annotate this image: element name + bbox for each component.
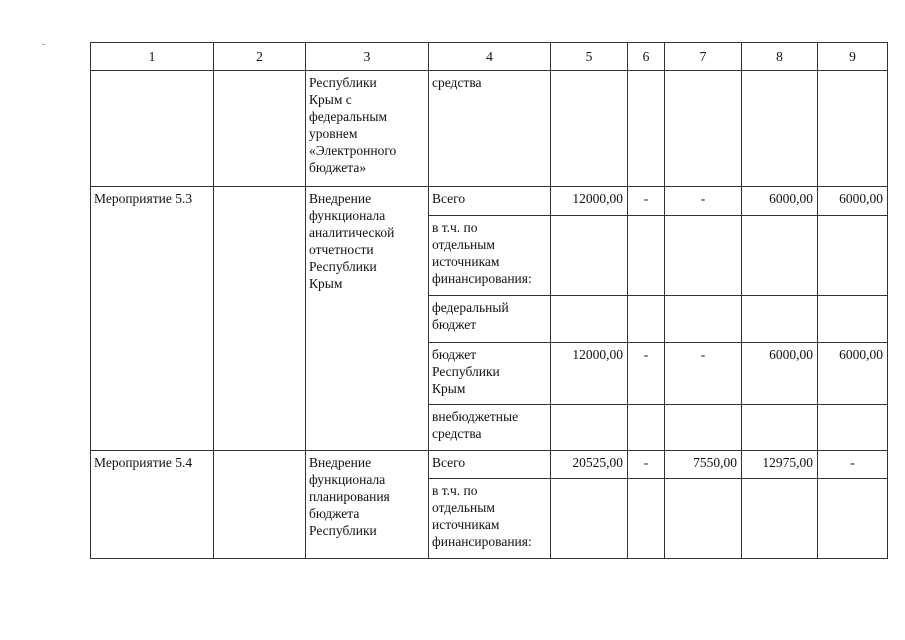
funding-source-cell: бюджет Республики Крым [429,343,551,405]
value-cell [665,479,742,559]
funding-source-cell: Всего [429,451,551,479]
empty-cell [214,451,306,559]
value-cell: 20525,00 [551,451,628,479]
empty-cell [551,71,628,187]
value-cell: - [665,187,742,216]
value-cell [551,479,628,559]
empty-cell [214,71,306,187]
funding-source-cell: средства [429,71,551,187]
empty-cell [628,71,665,187]
measure-label-cell: Мероприятие 5.3 [91,187,214,451]
value-cell: - [628,451,665,479]
value-cell [818,405,888,451]
empty-cell [91,71,214,187]
empty-cell [665,71,742,187]
value-cell [818,479,888,559]
value-cell [742,216,818,296]
value-cell: - [818,451,888,479]
value-cell: - [628,343,665,405]
value-cell [742,405,818,451]
value-cell: - [665,343,742,405]
value-cell [628,296,665,343]
funding-source-cell: в т.ч. по отдельным источникам финансирования: [429,216,551,296]
value-cell: 7550,00 [665,451,742,479]
funding-source-cell: Всего [429,187,551,216]
measure-name-cell: Внедрение функционала аналитической отчетности Республики Крым [306,187,429,451]
table-row [91,187,888,216]
measure-name-cell: Республики Крым с федеральным уровнем «Электронного бюджета» [306,71,429,187]
empty-cell [214,187,306,451]
financing-table [90,42,888,559]
funding-source-cell: федеральный бюджет [429,296,551,343]
continuation-row [91,71,888,187]
header-cell: 1 [91,43,214,71]
value-cell [551,405,628,451]
empty-cell [818,71,888,187]
funding-source-cell: в т.ч. по отдельным источникам финансирования: [429,479,551,559]
value-cell [628,216,665,296]
measure-label-cell: Мероприятие 5.4 [91,451,214,559]
value-cell: 6000,00 [818,187,888,216]
value-cell [818,296,888,343]
value-cell: 6000,00 [818,343,888,405]
value-cell [742,296,818,343]
value-cell [742,479,818,559]
header-cell: 4 [429,43,551,71]
value-cell [665,296,742,343]
value-cell: - [628,187,665,216]
funding-source-cell: внебюджетные средства [429,405,551,451]
value-cell [551,296,628,343]
value-cell: 12975,00 [742,451,818,479]
value-cell [818,216,888,296]
value-cell: 6000,00 [742,187,818,216]
value-cell [665,405,742,451]
empty-cell [742,71,818,187]
measure-name-cell: Внедрение функционала планирования бюджета Республики [306,451,429,559]
header-cell: 3 [306,43,429,71]
value-cell [628,479,665,559]
header-cell: 7 [665,43,742,71]
value-cell [551,216,628,296]
scan-speck [42,44,45,45]
header-cell: 2 [214,43,306,71]
value-cell: 12000,00 [551,187,628,216]
value-cell [665,216,742,296]
header-cell: 6 [628,43,665,71]
header-row [91,43,888,71]
header-cell: 9 [818,43,888,71]
value-cell [628,405,665,451]
table-row [91,451,888,479]
header-cell: 5 [551,43,628,71]
value-cell: 12000,00 [551,343,628,405]
value-cell: 6000,00 [742,343,818,405]
header-cell: 8 [742,43,818,71]
